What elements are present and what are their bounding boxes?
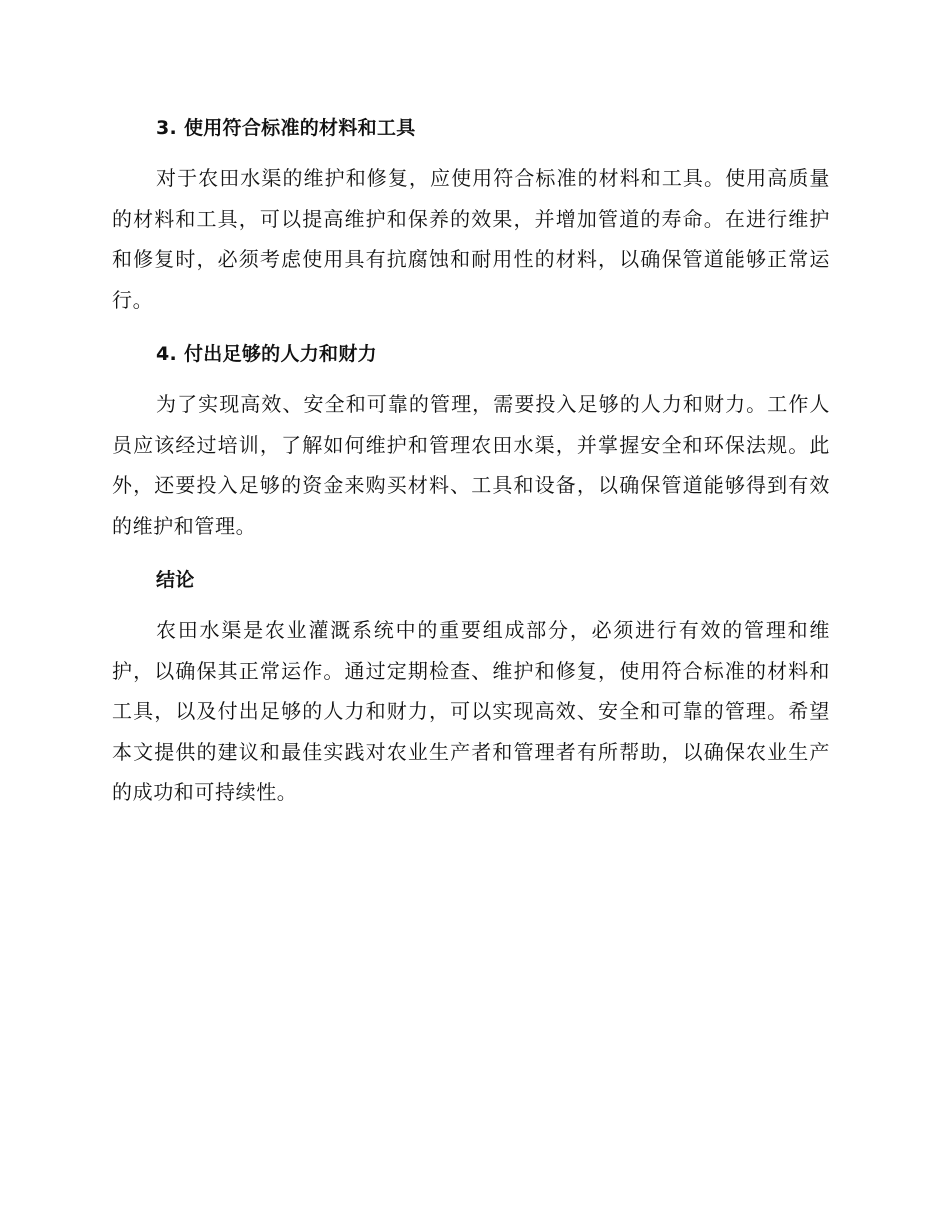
section-paragraph-resources: 为了实现高效、安全和可靠的管理，需要投入足够的人力和财力。工作人员应该经过培训，了解如何维护和管理农田水渠，并掌握安全和环保法规。此外，还要投入足够的资金来购买材料、工具和设备，以确保管道能够得到有效的维护和管理。 [112,392,830,538]
section-heading-materials: 3. 使用符合标准的材料和工具 [156,117,416,139]
section-heading-conclusion: 结论 [156,569,195,591]
section-paragraph-conclusion: 农田水渠是农业灌溉系统中的重要组成部分，必须进行有效的管理和维护，以确保其正常运作。通过定期检查、维护和修复，使用符合标准的材料和工具，以及付出足够的人力和财力，可以实现高效、安全和可靠的管理。希望本文提供的建议和最佳实践对农业生产者和管理者有所帮助，以确保农业生产的成功和可持续性。 [112,618,830,804]
document-body [112,108,830,813]
section-paragraph-materials: 对于农田水渠的维护和修复，应使用符合标准的材料和工具。使用高质量的材料和工具，可以提高维护和保养的效果，并增加管道的寿命。在进行维护和修复时，必须考虑使用具有抗腐蚀和耐用性的材料，以确保管道能够正常运行。 [112,166,830,312]
section-heading-resources: 4. 付出足够的人力和财力 [156,343,377,365]
